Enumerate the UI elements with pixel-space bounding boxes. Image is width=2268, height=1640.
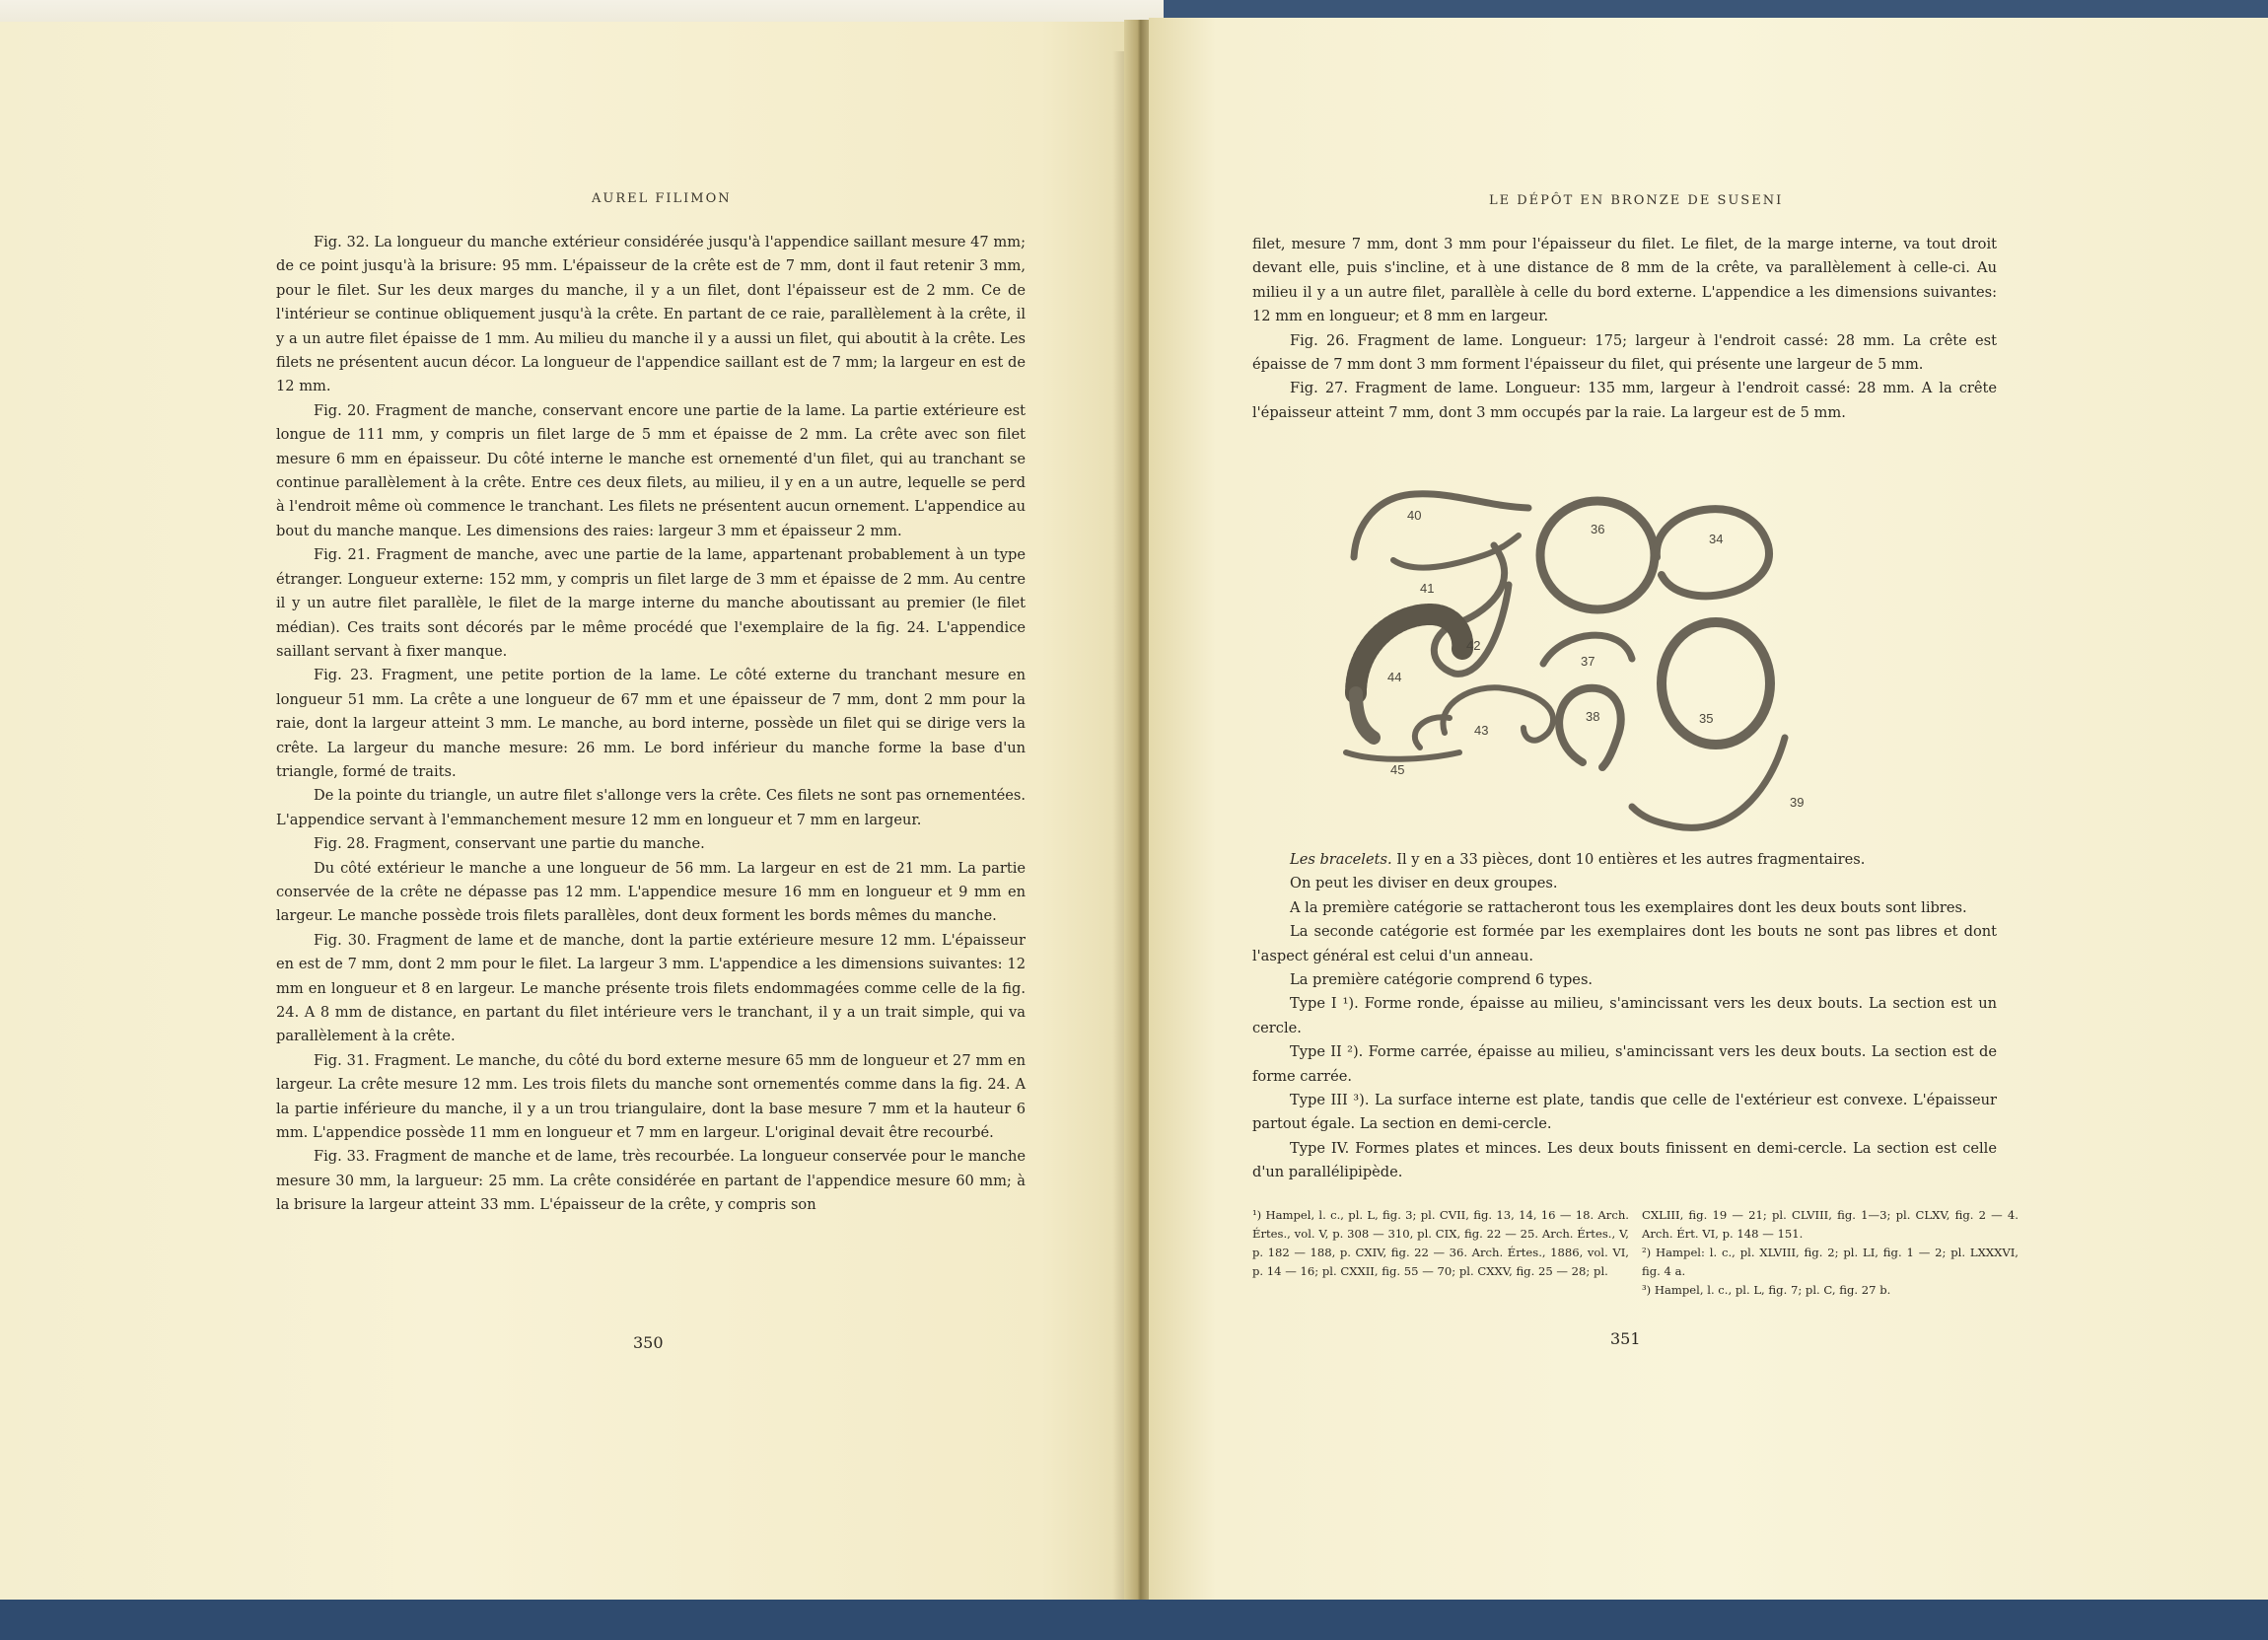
paragraph: De la pointe du triangle, un autre filet s'allonge vers la crête. Ces filets ne sont pas ornementées. L'appendice servant à l'emmanchement mesure 12 mm en longueur et 7 mm en largeur. (276, 787, 1026, 828)
footnote: ³) Hampel, l. c., pl. L, fig. 7; pl. C, fig. 27 b. (1642, 1283, 1891, 1297)
bracelet-38 (1559, 688, 1621, 767)
paragraph: Type IV. Formes plates et minces. Les deux bouts finissent en demi-cercle. La section est celle d'un parallélipipède. (1252, 1139, 1997, 1181)
paragraph: Type II ²). Forme carrée, épaisse au milieu, s'amincissant vers les deux bouts. La section est de forme carrée. (1252, 1043, 1997, 1085)
paragraph: Fig. 27. Fragment de lame. Longueur: 135 mm, largeur à l'endroit cassé: 28 mm. A la crête l'épaisseur atteint 7 mm, dont 3 mm occupés par la raie. La largeur est de 5 mm. (1252, 380, 1997, 421)
right-body-text-top (1252, 233, 1997, 425)
left-page (0, 22, 1132, 1600)
footnote: ²) Hampel: l. c., pl. XLVIII, fig. 2; pl. LI, fig. 1 — 2; pl. LXXXVI, fig. 4 a. (1642, 1246, 2019, 1278)
left-body-text (276, 231, 1026, 1218)
paragraph: Fig. 21. Fragment de manche, avec une partie de la lame, appartenant probablement à un type étranger. Longueur externe: 152 mm, y compris un filet large de 3 mm et épaisse de 2 mm. Au centre il y un autre filet parallèle, le filet de la marge interne du manche aboutissant au premier (le filet médian). Ces traits sont décorés par le même procédé que l'exemplaire de la fig. 24. L'appendice saillant servant à fixer manque. (276, 546, 1026, 660)
bracelet-45 (1346, 752, 1459, 759)
paragraph-text: Il y en a 33 pièces, dont 10 entières et les autres fragmentaires. (1396, 851, 1866, 868)
label-42: 42 (1466, 638, 1481, 653)
paragraph: A la première catégorie se rattacheront tous les exemplaires dont les deux bouts sont libres. (1290, 898, 1967, 916)
label-38: 38 (1586, 709, 1600, 724)
paragraph: Fig. 32. La longueur du manche extérieur considérée jusqu'à l'appendice saillant mesure 47 mm; de ce point jusqu'à la brisure: 95 mm. L'épaisseur de la crête est de 7 mm, dont il faut retenir 3 mm, pour le filet. Sur les deux marges du manche, il y a un filet, dont l'épaisseur est de 2 mm. Ce de l'intérieur se continue obliquement jusqu'à la crête. En partant de ce raie, parallèlement à la crête, il y a un autre filet épaisse de 1 mm. Au milieu du manche il y a aussi un filet, qui aboutit à la crête. Les filets ne présentent aucun décor. La longueur de l'appendice saillant est de 7 mm; la largeur en est de 12 mm. (276, 234, 1026, 395)
bracelets-figure (1336, 466, 1888, 861)
label-39: 39 (1790, 795, 1805, 810)
right-page (1149, 18, 2268, 1605)
bracelet-44 (1356, 614, 1462, 693)
paragraph: Fig. 20. Fragment de manche, conservant encore une partie de la lame. La partie extérieure est longue de 111 mm, y compris un filet large de 5 mm et épaisse de 2 mm. La crête avec son filet mesure 6 mm en épaisseur. Du côté interne le manche est ornementé d'un filet, qui au tranchant se continue parallèlement à la crête. Entre ces deux filets, au milieu, il y en a un autre, lequelle se perd à l'endroit même où commence le tranchant. Les filets ne présentent aucun ornement. L'appendice au bout du manche manque. Les dimensions des raies: largeur 3 mm et épaisseur 2 mm. (276, 401, 1026, 539)
paragraph: Fig. 33. Fragment de manche et de lame, très recourbée. La longueur conservée pour le manche mesure 30 mm, la largueur: 25 mm. La crête considérée en partant de l'appendice mesure 60 mm; à la brisure la largeur atteint 33 mm. L'épaisseur de la crête, y compris son (276, 1148, 1026, 1214)
label-40: 40 (1407, 508, 1422, 523)
paragraph (1252, 848, 1997, 872)
paragraph: filet, mesure 7 mm, dont 3 mm pour l'épaisseur du filet. Le filet, de la marge interne, va tout droit devant elle, puis s'incline, et à une distance de 8 mm de la crête, va parallèlement à celle-ci. Au milieu il y a un autre filet, parallèle à celle du bord externe. L'appendice a les dimensions suivantes: 12 mm en longueur; et 8 mm en largeur. (1252, 236, 1997, 325)
left-page-number: 350 (633, 1333, 664, 1352)
section-lead: Les bracelets. (1290, 851, 1392, 868)
bracelet-34 (1657, 509, 1769, 596)
label-35: 35 (1699, 711, 1714, 726)
paragraph: Fig. 28. Fragment, conservant une partie du manche. (314, 835, 705, 853)
label-44: 44 (1387, 670, 1402, 684)
right-running-head: LE DÉPÔT EN BRONZE DE SUSENI (1489, 193, 1784, 208)
paragraph: Du côté extérieur le manche a une longueur de 56 mm. La largeur en est de 21 mm. La partie conservée de la crête ne dépasse pas 12 mm. L'appendice mesure 16 mm en longueur et 9 mm en largeur. Le manche possède trois filets parallèles, dont deux forment les bords mêmes du manche. (276, 859, 1026, 925)
footnotes (1252, 1206, 2019, 1324)
cover-board-bottom (0, 1600, 2268, 1640)
footnote: CXLIII, fig. 19 — 21; pl. CLVIII, fig. 1—3; pl. CLXV, fig. 2 — 4. Arch. Ért. VI, p. 148 — 151. (1642, 1208, 2019, 1241)
paragraph: Fig. 31. Fragment. Le manche, du côté du bord externe mesure 65 mm de longueur et 27 mm en largeur. La crête mesure 12 mm. Les trois filets du manche sont ornementés comme dans la fig. 24. A la partie inférieure du manche, il y a un trou triangulaire, dont la base mesure 7 mm et la hauteur 6 mm. L'appendice possède 11 mm en longueur et 7 mm en largeur. L'original devait être recourbé. (276, 1051, 1026, 1142)
footnotes-column-right (1642, 1206, 2019, 1300)
bracelet-43 (1443, 687, 1553, 740)
footnotes-column-left (1252, 1206, 1629, 1281)
paragraph: Type I ¹). Forme ronde, épaisse au milieu, s'amincissant vers les deux bouts. La section est un cercle. (1252, 995, 1997, 1036)
right-body-text-bottom (1252, 848, 1997, 1185)
footnote: ¹) Hampel, l. c., pl. L, fig. 3; pl. CVII, fig. 13, 14, 16 — 18. Arch. Értes., vol. V, p. 308 — 310, pl. CIX, fig. 22 — 25. Arch. Értes., V, p. 182 — 188, p. CXIV, fig. 22 — 36. Arch. Értes., 1886, vol. VI, p. 14 — 16; pl. CXXII, fig. 55 — 70; pl. CXXV, fig. 25 — 28; pl. (1252, 1208, 1629, 1278)
label-45: 45 (1390, 762, 1405, 777)
label-37: 37 (1581, 654, 1595, 669)
label-34: 34 (1709, 532, 1724, 546)
paragraph: La seconde catégorie est formée par les exemplaires dont les bouts ne sont pas libres et dont l'aspect général est celui d'un anneau. (1252, 923, 1997, 964)
paragraph: Fig. 30. Fragment de lame et de manche, dont la partie extérieure mesure 12 mm. L'épaisseur en est de 7 mm, dont 2 mm pour le filet. La largeur 3 mm. L'appendice a les dimensions suivantes: 12 mm en longueur et 8 en largeur. Le manche présente trois filets endommagées comme celle de la fig. 24. A 8 mm de distance, en partant du filet intérieure vers le tranchant, il y a un trait simple, qui va parallèlement à la crête. (276, 931, 1026, 1045)
bracelet-36 (1540, 501, 1655, 609)
paragraph: On peut les diviser en deux groupes. (1290, 875, 1558, 892)
bracelet-35 (1662, 622, 1770, 745)
bracelet-39 (1632, 738, 1785, 827)
right-page-number: 351 (1610, 1329, 1641, 1348)
paragraph: Fig. 23. Fragment, une petite portion de la lame. Le côté externe du tranchant mesure en longueur 51 mm. La crête a une longueur de 67 mm et une épaisseur de 7 mm, dont 2 mm pour la raie, dont la largeur atteint 3 mm. Le manche, au bord interne, possède un filet qui se dirige vers la crête. La largeur du manche mesure: 26 mm. Le bord inférieur du manche forme la base d'un triangle, formé de traits. (276, 667, 1026, 780)
paragraph: La première catégorie comprend 6 types. (1290, 971, 1594, 989)
paragraph: Type III ³). La surface interne est plate, tandis que celle de l'extérieur est convexe. L'épaisseur partout égale. La section en demi-cercle. (1252, 1092, 1997, 1133)
paragraph: Fig. 26. Fragment de lame. Longueur: 175; largeur à l'endroit cassé: 28 mm. La crête est épaisse de 7 mm dont 3 mm forment l'épaisseur du filet, qui présente une largeur de 5 mm. (1252, 331, 1997, 374)
label-43: 43 (1474, 723, 1489, 738)
left-running-head: AUREL FILIMON (592, 191, 732, 206)
label-36: 36 (1591, 522, 1605, 536)
label-41: 41 (1420, 581, 1435, 596)
